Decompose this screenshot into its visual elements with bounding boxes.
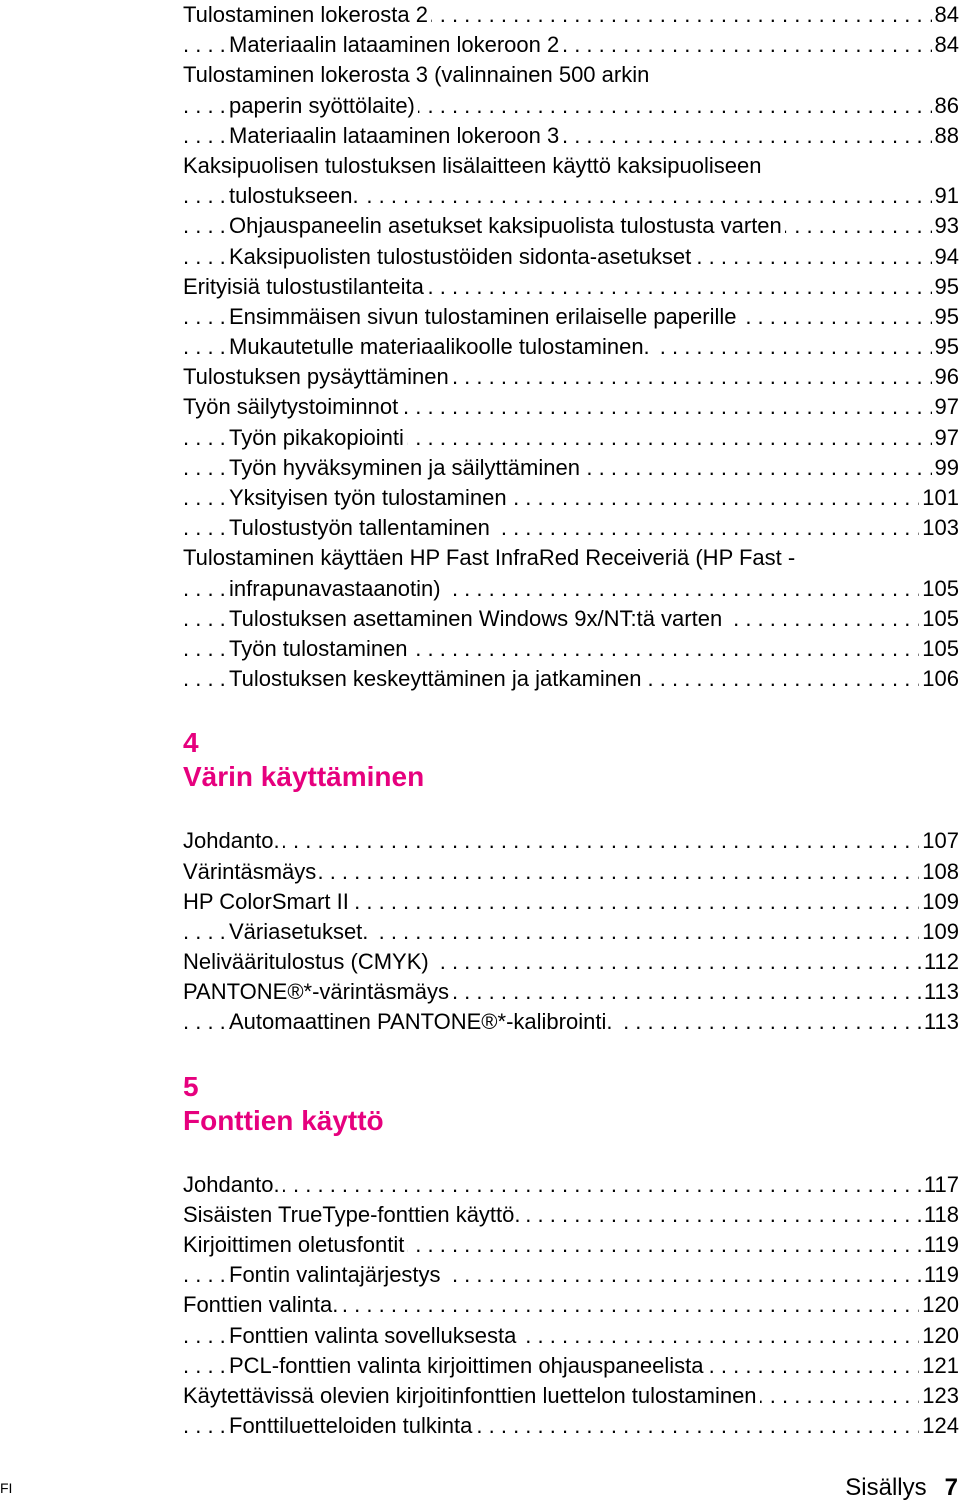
- footer-language: FI: [0, 1480, 13, 1496]
- toc-entry-title: Ensimmäisen sivun tulostaminen erilaiselle paperille: [229, 304, 739, 329]
- toc-entry-page-number: 107: [919, 826, 959, 856]
- toc-entry-page-number: 95: [932, 332, 959, 362]
- toc-entry-title: Tulostuksen asettaminen Windows 9x/NT:tä varten: [229, 606, 725, 631]
- toc-entry-title: Johdanto.: [183, 828, 283, 853]
- toc-entry-title: Fonttien valinta sovelluksesta: [229, 1323, 519, 1348]
- toc-entry-title: Fonttien valinta.: [183, 1292, 341, 1317]
- toc-entry[interactable]: [183, 1007, 959, 1037]
- chapter-title: Värin käyttäminen: [183, 761, 425, 793]
- toc-entry-title: Värintäsmäys: [183, 859, 319, 884]
- chapter-heading-5: [183, 1070, 959, 1138]
- toc-entry[interactable]: [183, 917, 959, 947]
- toc-entry-title: Materiaalin lataaminen lokeroon 2: [229, 32, 562, 57]
- footer-page-label: [845, 1474, 958, 1502]
- toc-entry[interactable]: [183, 664, 959, 694]
- toc-entry[interactable]: [183, 1411, 959, 1441]
- toc-entry-page-number: 119: [921, 1260, 959, 1290]
- toc-section-chapter5: [183, 1170, 959, 1442]
- toc-entry-title: Automaattinen PANTONE®*-kalibrointi.: [229, 1009, 615, 1034]
- toc-entry[interactable]: [183, 634, 959, 664]
- toc-entry-title: HP ColorSmart II: [183, 889, 352, 914]
- toc-entry-title: PCL-fonttien valinta kirjoittimen ohjauspaneelista: [229, 1353, 706, 1378]
- toc-entry[interactable]: [183, 362, 959, 392]
- toc-entry-title: Yksityisen työn tulostaminen: [229, 485, 510, 510]
- toc-entry-page-number: 88: [932, 121, 959, 151]
- toc-entry-page-number: 95: [932, 272, 959, 302]
- footer-page-number: 7: [944, 1474, 958, 1501]
- toc-entry-title: Käytettävissä olevien kirjoitinfonttien luettelon tulostaminen: [183, 1383, 760, 1408]
- toc-entry-page-number: 120: [919, 1290, 959, 1320]
- toc-entry-title: PANTONE®*-värintäsmäys: [183, 979, 452, 1004]
- toc-entry-title: Johdanto.: [183, 1172, 283, 1197]
- toc-entry-page-number: 105: [919, 604, 959, 634]
- toc-entry[interactable]: [183, 543, 959, 573]
- toc-entry-title: Erityisiä tulostustilanteita: [183, 274, 427, 299]
- toc-entry-page-number: 94: [932, 242, 959, 272]
- toc-entry-page-number: 84: [932, 30, 959, 60]
- toc-entry[interactable]: [183, 1290, 959, 1320]
- toc-entry-page-number: 96: [932, 362, 959, 392]
- toc-entry-page-number: 124: [919, 1411, 959, 1441]
- toc-entry[interactable]: [183, 1170, 959, 1200]
- toc-entry[interactable]: [183, 30, 959, 60]
- toc-entry-title: Tulostustyön tallentaminen: [229, 515, 493, 540]
- toc-entry[interactable]: [183, 60, 959, 90]
- toc-entry-title: Fontin valintajärjestys: [229, 1262, 444, 1287]
- toc-entry[interactable]: [183, 1200, 959, 1230]
- toc-entry[interactable]: [183, 1230, 959, 1260]
- chapter-heading-4: [183, 726, 959, 794]
- toc-entry-page-number: 123: [919, 1381, 959, 1411]
- toc-entry-page-number: 101: [919, 483, 959, 513]
- toc-entry-title: tulostukseen.: [229, 183, 362, 208]
- toc-entry[interactable]: [183, 423, 959, 453]
- chapter-number: 4: [183, 727, 199, 759]
- toc-entry[interactable]: [183, 181, 959, 211]
- toc-entry[interactable]: [183, 211, 959, 241]
- toc-entry-page-number: 91: [932, 181, 959, 211]
- toc-entry-page-number: 99: [932, 453, 959, 483]
- toc-entry[interactable]: [183, 151, 959, 181]
- toc-entry-page-number: 84: [932, 0, 959, 30]
- toc-entry-page-number: 97: [932, 423, 959, 453]
- toc-entry[interactable]: [183, 513, 959, 543]
- toc-entry-page-number: 113: [921, 1007, 959, 1037]
- toc-entry-title: Työn hyväksyminen ja säilyttäminen: [229, 455, 583, 480]
- toc-entry[interactable]: [183, 302, 959, 332]
- toc-entry-title: Sisäisten TrueType-fonttien käyttö.: [183, 1202, 524, 1227]
- toc-entry-title: Työn pikakopiointi: [229, 425, 407, 450]
- toc-entry[interactable]: [183, 272, 959, 302]
- chapter-number: 5: [183, 1070, 199, 1102]
- toc-entry-title: Kaksipuolisten tulostustöiden sidonta-asetukset: [229, 244, 694, 269]
- toc-entry-page-number: 106: [919, 664, 959, 694]
- toc-entry-title: paperin syöttölaite): [229, 93, 418, 118]
- toc-entry-title: Työn tulostaminen: [229, 636, 411, 661]
- toc-entry[interactable]: [183, 1321, 959, 1351]
- toc-entry[interactable]: [183, 887, 959, 917]
- toc-entry-page-number: 105: [919, 574, 959, 604]
- toc-entry-title: Fonttiluetteloiden tulkinta: [229, 1413, 475, 1438]
- toc-section-chapter4: [183, 826, 959, 1037]
- toc-entry-title: Ohjauspaneelin asetukset kaksipuolista tulostusta varten: [229, 213, 785, 238]
- toc-section-chapter3-continued: [183, 0, 959, 694]
- toc-entry[interactable]: [183, 121, 959, 151]
- toc-entry-title: Työn säilytystoiminnot: [183, 394, 401, 419]
- toc-entry-title: Tulostaminen käyttäen HP Fast InfraRed Receiveriä (HP Fast -: [183, 545, 798, 570]
- toc-entry-page-number: 109: [919, 917, 959, 947]
- toc-entry[interactable]: [183, 857, 959, 887]
- toc-entry-title: Tulostaminen lokerosta 3 (valinnainen 500 arkin: [183, 62, 652, 87]
- toc-entry-page-number: 93: [932, 211, 959, 241]
- toc-entry[interactable]: [183, 604, 959, 634]
- table-of-contents: [183, 0, 959, 1441]
- toc-entry-title: Väriasetukset.: [229, 919, 371, 944]
- toc-entry[interactable]: [183, 826, 959, 856]
- toc-entry-title: Kaksipuolisen tulostuksen lisälaitteen käyttö kaksipuoliseen: [183, 153, 764, 178]
- toc-entry[interactable]: [183, 91, 959, 121]
- toc-entry-page-number: 121: [919, 1351, 959, 1381]
- toc-entry-page-number: 105: [919, 634, 959, 664]
- toc-entry-page-number: 95: [932, 302, 959, 332]
- toc-entry[interactable]: [183, 1351, 959, 1381]
- toc-entry[interactable]: [183, 332, 959, 362]
- toc-entry-title: Mukautetulle materiaalikoolle tulostaminen.: [229, 334, 653, 359]
- toc-entry[interactable]: [183, 483, 959, 513]
- toc-entry-page-number: 113: [921, 977, 959, 1007]
- toc-entry-title: Tulostaminen lokerosta 2: [183, 2, 431, 27]
- toc-entry[interactable]: [183, 392, 959, 422]
- chapter-title: Fonttien käyttö: [183, 1104, 384, 1136]
- toc-entry-page-number: 120: [919, 1321, 959, 1351]
- toc-entry-page-number: 118: [921, 1200, 959, 1230]
- toc-entry-page-number: 97: [932, 392, 959, 422]
- toc-entry[interactable]: [183, 977, 959, 1007]
- toc-entry-title: Nelivääritulostus (CMYK): [183, 949, 432, 974]
- toc-entry-title: Materiaalin lataaminen lokeroon 3: [229, 123, 562, 148]
- toc-entry-page-number: 117: [921, 1170, 959, 1200]
- toc-entry[interactable]: [183, 574, 959, 604]
- toc-entry[interactable]: [183, 0, 959, 30]
- toc-entry[interactable]: [183, 947, 959, 977]
- toc-entry[interactable]: [183, 453, 959, 483]
- toc-entry-title: Tulostuksen keskeyttäminen ja jatkaminen: [229, 666, 645, 691]
- toc-entry[interactable]: [183, 242, 959, 272]
- toc-entry-page-number: 119: [921, 1230, 959, 1260]
- footer-section-name: Sisällys: [845, 1474, 927, 1501]
- toc-entry-title: Kirjoittimen oletusfontit: [183, 1232, 407, 1257]
- toc-entry[interactable]: [183, 1260, 959, 1290]
- toc-entry-page-number: 109: [919, 887, 959, 917]
- toc-entry[interactable]: [183, 1381, 959, 1411]
- toc-entry-title: infrapunavastaanotin): [229, 576, 444, 601]
- toc-entry-page-number: 103: [919, 513, 959, 543]
- toc-entry-title: Tulostuksen pysäyttäminen: [183, 364, 452, 389]
- toc-entry-page-number: 108: [919, 857, 959, 887]
- toc-entry-page-number: 112: [921, 947, 959, 977]
- toc-entry-page-number: 86: [932, 91, 959, 121]
